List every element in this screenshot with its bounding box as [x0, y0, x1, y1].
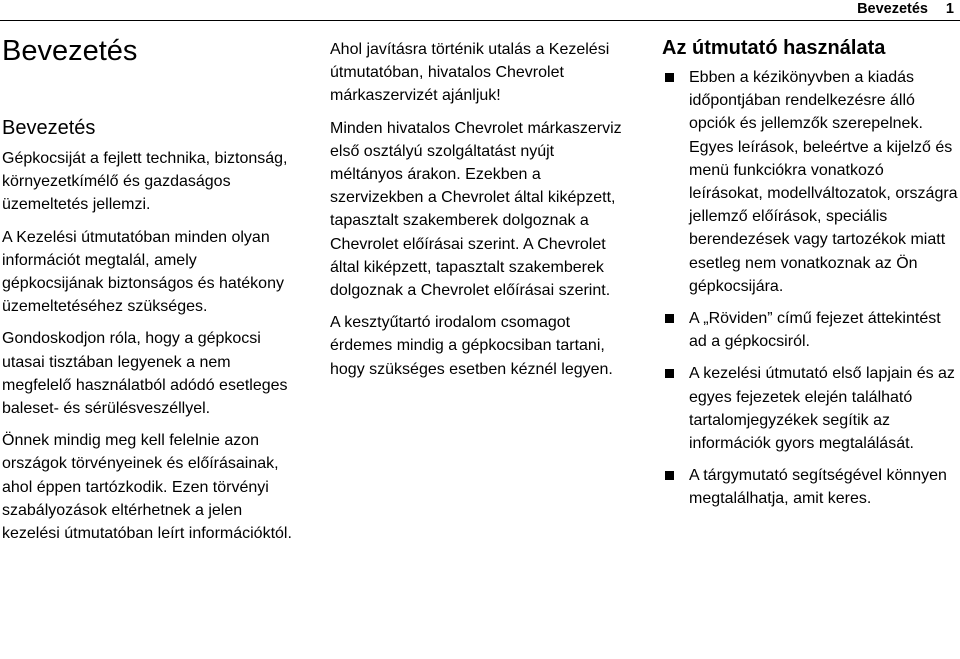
- column-1: [2, 30, 302, 554]
- header-title: Bevezetés: [857, 1, 928, 17]
- page-number: 1: [945, 1, 954, 17]
- paragraph: A kesztyűtartó irodalom csomagot érdemes mindig a gépkocsiban tartani, hogy szükséges esetben kéznél legyen.: [330, 314, 613, 378]
- header-rule: [0, 20, 960, 21]
- bullet-item: [662, 362, 960, 455]
- bullet-text: Ebben a kézikönyvben a kiadás időpontjában rendelkezésre álló opciók és jellemzők szerepelnek. Egyes leírások, beleértve a kijelző és menü funkciókra vonatkozó leírásokat, modellváltozatok, országra jellemző előírások, speciális berendezések vagy tartozékok miatt esetleg nem vonatkoznak az Ön gépkocsijára.: [689, 69, 958, 295]
- square-bullet-icon: [665, 73, 674, 82]
- bullet-text: A tárgymutató segítségével könnyen megtalálhatja, amit keres.: [689, 467, 947, 508]
- square-bullet-icon: [665, 314, 674, 323]
- bullet-text: A kezelési útmutató első lapjain és az egyes fejezetek elején található tartalomjegyzékek segítik az információk gyors megtalálását.: [689, 365, 955, 453]
- section-title-intro: Bevezetés: [2, 117, 96, 139]
- paragraph: Gépkocsiját a fejlett technika, biztonság, környezetkímélő és gazdaságos üzemeltetés jellemzi.: [2, 150, 288, 214]
- column-3: [662, 36, 960, 520]
- paragraph: Gondoskodjon róla, hogy a gépkocsi utasai tisztában legyenek a nem megfelelő használatból adódó esetleges baleset- és sérülésveszéllyel.: [2, 330, 288, 418]
- running-header: [0, 0, 960, 22]
- section-title-usage: Az útmutató használata: [662, 37, 886, 59]
- bullet-list: [662, 66, 960, 511]
- paragraph: Önnek mindig meg kell felelnie azon országok törvényeinek és előírásainak, ahol éppen tartózkodik. Ezen törvényi szabályozások eltérhetnek a jelen kezelési útmutatóban leírt információktól.: [2, 432, 292, 543]
- square-bullet-icon: [665, 471, 674, 480]
- column-2: [330, 38, 630, 390]
- bullet-text: A „Röviden” című fejezet áttekintést ad a gépkocsiról.: [689, 310, 941, 351]
- bullet-item: [662, 464, 960, 510]
- chapter-title: Bevezetés: [2, 35, 138, 67]
- bullet-item: [662, 66, 960, 298]
- bullet-item: [662, 307, 960, 353]
- paragraph: Minden hivatalos Chevrolet márkaszerviz első osztályú szolgáltatást nyújt méltányos árakon. Ezekben a szervizekben a Chevrolet által kiképzett, tapasztalt szakemberek dolgoznak a Chevrolet előírásai szerint. A Chevrolet által kiképzett, tapasztalt szakemberek dolgoznak a Chevrolet előírásai szerint.: [330, 119, 622, 300]
- paragraph: Ahol javításra történik utalás a Kezelési útmutatóban, hivatalos Chevrolet márkaszervizét ajánljuk!: [330, 41, 610, 105]
- square-bullet-icon: [665, 369, 674, 378]
- paragraph: A Kezelési útmutatóban minden olyan információt megtalál, amely gépkocsijának biztonságos és hatékony üzemeltetéséhez szükséges.: [2, 228, 284, 316]
